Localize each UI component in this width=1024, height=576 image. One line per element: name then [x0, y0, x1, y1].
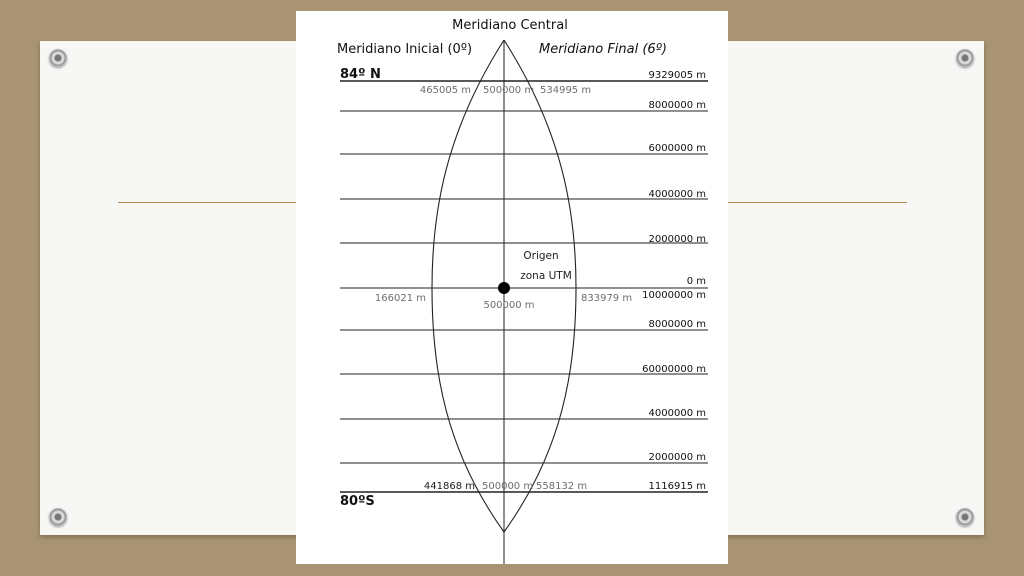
bottom-right-easting: 558132 m	[536, 481, 588, 492]
initial-meridian-curve	[432, 40, 504, 532]
bottom-center-easting: 500000 m	[482, 481, 534, 492]
bottom-left-easting: 441868 m	[423, 481, 475, 492]
rivet-top-left	[49, 49, 67, 67]
origin-label-line1: Origen	[523, 250, 559, 262]
origin-point	[498, 282, 510, 294]
northing-label: 10000000 m	[642, 290, 706, 301]
northing-label: 2000000 m	[648, 234, 706, 245]
mid-left-easting: 166021 m	[374, 293, 426, 304]
northing-label: 8000000 m	[648, 100, 706, 111]
rivet-bottom-left	[49, 508, 67, 526]
northing-labels	[642, 70, 706, 492]
northing-label: 8000000 m	[648, 319, 706, 330]
utm-zone-diagram	[296, 11, 728, 564]
accent-line-left	[118, 202, 298, 203]
northing-label: 4000000 m	[648, 189, 706, 200]
top-center-easting: 500000 m	[483, 85, 535, 96]
mid-center-easting: 500000 m	[483, 300, 535, 311]
top-right-easting: 534995 m	[540, 85, 592, 96]
south-latitude-label: 80ºS	[340, 494, 375, 509]
northing-label: 0 m	[686, 276, 706, 287]
rivet-bottom-right	[956, 508, 974, 526]
top-left-easting: 465005 m	[419, 85, 471, 96]
origin-label-line2: zona UTM	[520, 270, 572, 282]
accent-line-right	[728, 202, 907, 203]
initial-meridian-title: Meridiano Inicial (0º)	[337, 42, 473, 57]
northing-label: 4000000 m	[648, 408, 706, 419]
central-meridian-title: Meridiano Central	[452, 18, 568, 33]
northing-label: 6000000 m	[648, 143, 706, 154]
mid-right-easting: 833979 m	[581, 293, 633, 304]
northing-label: 1116915 m	[648, 481, 706, 492]
northing-label: 60000000 m	[642, 364, 706, 375]
north-latitude-label: 84º N	[340, 67, 381, 82]
final-meridian-title: Meridiano Final (6º)	[539, 42, 667, 57]
northing-label: 9329005 m	[648, 70, 706, 81]
rivet-top-right	[956, 49, 974, 67]
final-meridian-curve	[504, 40, 576, 532]
northing-label: 2000000 m	[648, 452, 706, 463]
utm-zone-svg	[296, 11, 728, 564]
